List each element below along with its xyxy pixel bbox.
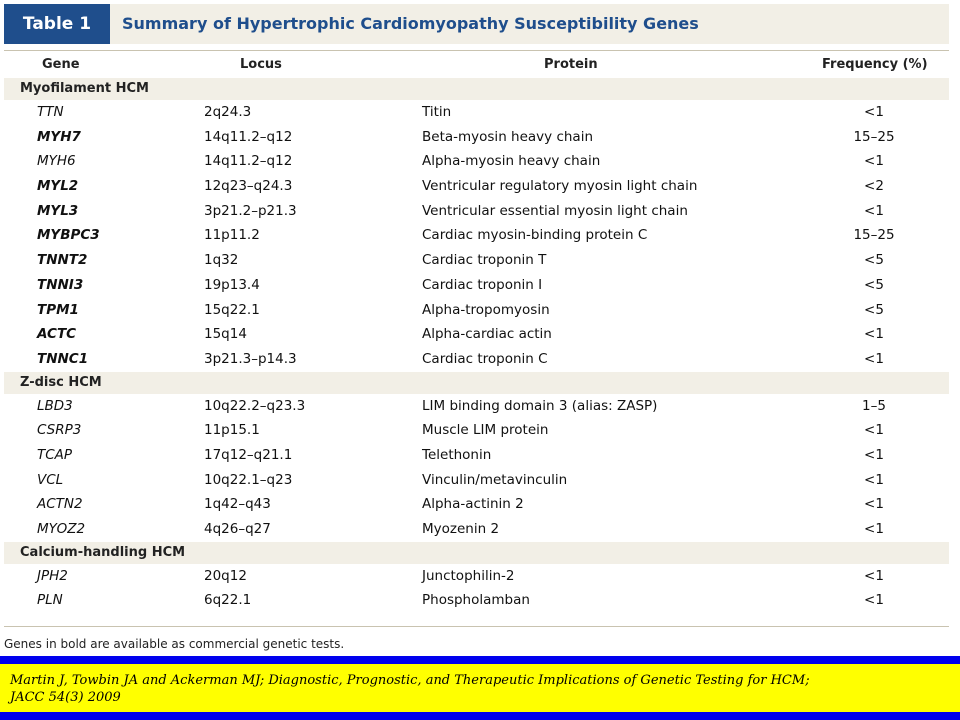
locus-cell: 14q11.2–q12 xyxy=(204,128,293,145)
table-row xyxy=(4,347,949,372)
table-row xyxy=(4,100,949,125)
table-row xyxy=(4,492,949,517)
gene-cell: TPM1 xyxy=(37,301,79,318)
gene-cell: ACTN2 xyxy=(37,496,83,513)
locus-cell: 3p21.3–p14.3 xyxy=(204,350,297,367)
gene-cell: TNNT2 xyxy=(37,252,88,269)
frequency-cell: <1 xyxy=(864,422,884,439)
locus-cell: 6q22.1 xyxy=(204,592,252,609)
protein-cell: Cardiac myosin-binding protein C xyxy=(422,227,648,244)
protein-cell: Alpha-actinin 2 xyxy=(422,496,524,513)
gene-cell: MYL3 xyxy=(37,202,79,219)
table-row xyxy=(4,418,949,443)
protein-cell: Cardiac troponin T xyxy=(422,252,547,269)
frequency-cell: <1 xyxy=(864,496,884,513)
protein-cell: Alpha-cardiac actin xyxy=(422,326,552,343)
frequency-cell: <5 xyxy=(864,252,884,269)
section-header: Calcium-handling HCM xyxy=(4,542,949,564)
locus-cell: 3p21.2–p21.3 xyxy=(204,202,297,219)
section-header: Myofilament HCM xyxy=(4,78,949,100)
locus-cell: 17q12–q21.1 xyxy=(204,446,293,463)
locus-cell: 4q26–q27 xyxy=(204,521,271,537)
locus-cell: 20q12 xyxy=(204,567,247,584)
locus-cell: 11p11.2 xyxy=(204,227,260,244)
protein-cell: Cardiac troponin C xyxy=(422,350,548,367)
table-row xyxy=(4,149,949,174)
table-row xyxy=(4,322,949,347)
locus-cell: 15q14 xyxy=(204,326,247,343)
locus-cell: 15q22.1 xyxy=(204,301,260,318)
frequency-cell: <2 xyxy=(864,178,884,195)
locus-cell: 2q24.3 xyxy=(204,104,252,120)
citation-text xyxy=(10,672,810,706)
frequency-cell: <5 xyxy=(864,276,884,293)
table-header xyxy=(4,4,949,44)
table-row xyxy=(4,443,949,468)
gene-cell: PLN xyxy=(37,592,63,609)
protein-cell: Telethonin xyxy=(422,446,492,463)
frequency-cell: <1 xyxy=(864,446,884,463)
gene-cell: MYBPC3 xyxy=(37,227,100,244)
gene-cell: JPH2 xyxy=(37,567,68,584)
table-row xyxy=(4,298,949,323)
locus-cell: 1q42–q43 xyxy=(204,496,271,513)
table-row xyxy=(4,517,949,542)
gene-cell: MYOZ2 xyxy=(37,521,86,537)
protein-cell: Cardiac troponin I xyxy=(422,276,543,293)
protein-cell: Vinculin/metavinculin xyxy=(422,471,568,488)
frequency-cell: <1 xyxy=(864,104,884,120)
gene-cell: TNNI3 xyxy=(37,276,84,293)
locus-cell: 1q32 xyxy=(204,252,239,269)
column-header-frequency: Frequency (%) xyxy=(822,57,928,72)
citation-line-1: Martin J, Towbin JA and Ackerman MJ; Diagnostic, Prognostic, and Therapeutic Implications of Genetic Testing for HCM; xyxy=(10,673,810,688)
locus-cell: 12q23–q24.3 xyxy=(204,178,293,195)
protein-cell: Beta-myosin heavy chain xyxy=(422,128,593,145)
citation-line-2: JACC 54(3) 2009 xyxy=(10,690,121,705)
frequency-cell: <1 xyxy=(864,592,884,609)
table-row xyxy=(4,248,949,273)
gene-cell: MYL2 xyxy=(37,178,79,195)
frequency-cell: <1 xyxy=(864,350,884,367)
gene-cell: LBD3 xyxy=(37,397,73,414)
table-row xyxy=(4,125,949,150)
blue-bar-bottom xyxy=(0,712,960,720)
protein-cell: Junctophilin-2 xyxy=(422,567,515,584)
protein-cell: Phospholamban xyxy=(422,592,530,609)
gene-cell: CSRP3 xyxy=(37,422,82,439)
table-row xyxy=(4,564,949,589)
gene-cell: VCL xyxy=(37,471,64,488)
column-header-locus: Locus xyxy=(240,57,282,72)
protein-cell: Alpha-myosin heavy chain xyxy=(422,153,601,170)
gene-cell: MYH7 xyxy=(37,128,81,145)
gene-cell: TNNC1 xyxy=(37,350,89,367)
gene-table xyxy=(4,78,949,613)
table-row xyxy=(4,174,949,199)
table-footnote: Genes in bold are available as commercial genetic tests. xyxy=(4,626,949,651)
table-row xyxy=(4,468,949,493)
header-divider xyxy=(4,50,949,51)
table-label: Table 1 xyxy=(4,4,110,44)
column-header-gene: Gene xyxy=(42,57,80,72)
locus-cell: 10q22.1–q23 xyxy=(204,471,293,488)
locus-cell: 14q11.2–q12 xyxy=(204,153,293,170)
protein-cell: Titin xyxy=(422,104,452,120)
gene-cell: MYH6 xyxy=(37,153,76,170)
section-header: Z-disc HCM xyxy=(4,372,949,394)
table-row xyxy=(4,394,949,419)
protein-cell: LIM binding domain 3 (alias: ZASP) xyxy=(422,397,658,414)
locus-cell: 11p15.1 xyxy=(204,422,260,439)
frequency-cell: <1 xyxy=(864,153,884,170)
frequency-cell: 15–25 xyxy=(853,128,895,145)
gene-cell: TCAP xyxy=(37,446,73,463)
table-row xyxy=(4,199,949,224)
frequency-cell: 1–5 xyxy=(862,397,886,414)
protein-cell: Ventricular regulatory myosin light chain xyxy=(422,178,698,195)
gene-cell: TTN xyxy=(37,104,64,120)
frequency-cell: <1 xyxy=(864,471,884,488)
frequency-cell: 15–25 xyxy=(853,227,895,244)
locus-cell: 19p13.4 xyxy=(204,276,260,293)
blue-bar-top xyxy=(0,656,960,664)
protein-cell: Ventricular essential myosin light chain xyxy=(422,202,688,219)
frequency-cell: <1 xyxy=(864,326,884,343)
gene-cell: ACTC xyxy=(37,326,77,343)
protein-cell: Muscle LIM protein xyxy=(422,422,549,439)
table-row xyxy=(4,273,949,298)
protein-cell: Alpha-tropomyosin xyxy=(422,301,550,318)
protein-cell: Myozenin 2 xyxy=(422,521,500,537)
table-row xyxy=(4,223,949,248)
frequency-cell: <1 xyxy=(864,567,884,584)
frequency-cell: <1 xyxy=(864,202,884,219)
table-row xyxy=(4,588,949,613)
table-title: Summary of Hypertrophic Cardiomyopathy Susceptibility Genes xyxy=(122,14,699,33)
locus-cell: 10q22.2–q23.3 xyxy=(204,397,306,414)
column-header-protein: Protein xyxy=(544,57,598,72)
frequency-cell: <1 xyxy=(864,521,884,537)
citation-box xyxy=(0,664,960,712)
frequency-cell: <5 xyxy=(864,301,884,318)
